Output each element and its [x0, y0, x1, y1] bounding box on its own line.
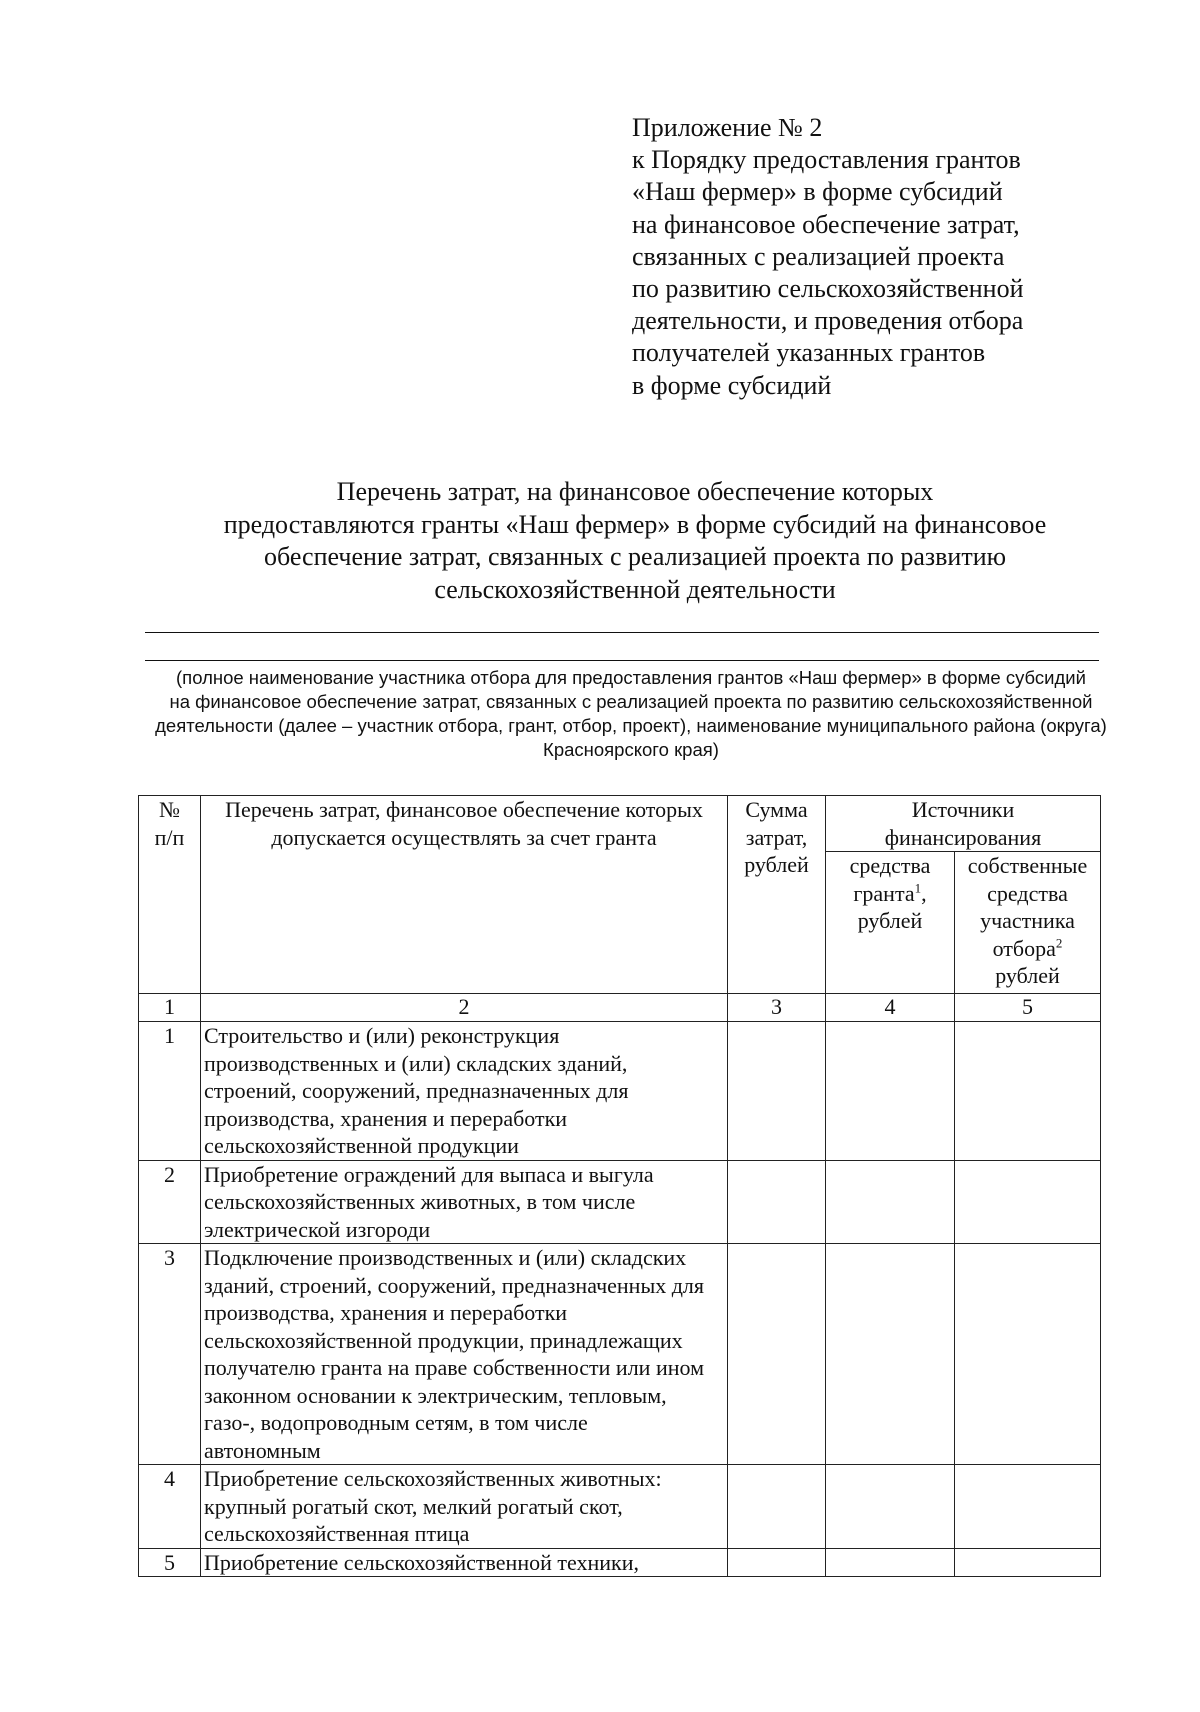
costs-table	[138, 795, 1101, 1577]
note-line: на финансовое обеспечение затрат, связанных с реализацией проекта по развитию сельскохозяйственной	[169, 691, 1093, 712]
title-line: Перечень затрат, на финансовое обеспечение которых	[336, 477, 934, 506]
participant-name-line-1	[145, 632, 1099, 633]
column-index: 2	[201, 994, 728, 1022]
participant-name-line-2	[145, 660, 1099, 661]
table-row	[139, 1022, 1101, 1161]
grant-funds-cell[interactable]	[826, 1244, 955, 1465]
grant-funds-cell[interactable]	[826, 1160, 955, 1244]
note-line: (полное наименование участника отбора для предоставления грантов «Наш фермер» в форме субсидий	[176, 667, 1086, 688]
note-line: деятельности (далее – участник отбора, грант, отбор, проект), наименование муниципального района (округа)	[155, 715, 1107, 736]
header-own-funds: собственные средства участника отбора$^2$ рублей	[955, 852, 1101, 994]
title-line: предоставляются гранты «Наш фермер» в форме субсидий на финансовое	[223, 509, 1047, 539]
document-title	[140, 476, 1130, 606]
table-header-row	[139, 796, 1101, 852]
column-index-row	[139, 994, 1101, 1022]
sum-cell[interactable]	[728, 1244, 826, 1465]
cost-description: Приобретение сельскохозяйственных животных: крупный рогатый скот, мелкий рогатый скот, сельскохозяйственная птица	[201, 1465, 728, 1549]
header-cost-list: Перечень затрат, финансовое обеспечение которых допускается осуществлять за счет гранта	[201, 796, 728, 994]
sum-cell[interactable]	[728, 1548, 826, 1577]
sum-cell[interactable]	[728, 1465, 826, 1549]
row-number: 2	[139, 1160, 201, 1244]
column-index: 4	[826, 994, 955, 1022]
appendix-line: деятельности, и проведения отбора	[632, 306, 1024, 336]
header-num: № п/п	[139, 796, 201, 994]
column-index: 5	[955, 994, 1101, 1022]
header-grant-funds: средства гранта$^1$, рублей	[826, 852, 955, 994]
row-number: 4	[139, 1465, 201, 1549]
own-funds-cell[interactable]	[955, 1244, 1101, 1465]
title-line: сельскохозяйственной деятельности	[434, 574, 836, 604]
row-number: 1	[139, 1022, 201, 1161]
grant-funds-cell[interactable]	[826, 1022, 955, 1161]
appendix-line: Приложение № 2	[632, 113, 823, 142]
appendix-line: по развитию сельскохозяйственной	[632, 274, 1024, 304]
row-number: 5	[139, 1548, 201, 1577]
own-funds-cell[interactable]	[955, 1022, 1101, 1161]
appendix-line: получателей указанных грантов	[632, 338, 986, 368]
appendix-block	[632, 112, 1024, 402]
table-row	[139, 1548, 1101, 1577]
header-sum: Сумма затрат, рублей	[728, 796, 826, 994]
table-row	[139, 1244, 1101, 1465]
sum-cell[interactable]	[728, 1022, 826, 1161]
appendix-line: «Наш фермер» в форме субсидий	[632, 177, 1003, 207]
cost-description: Приобретение сельскохозяйственной техники,	[201, 1548, 728, 1577]
table-row	[139, 1465, 1101, 1549]
title-line: обеспечение затрат, связанных с реализацией проекта по развитию	[263, 542, 1007, 571]
appendix-line: к Порядку предоставления грантов	[632, 145, 1021, 175]
column-index: 1	[139, 994, 201, 1022]
participant-note	[140, 666, 1122, 762]
note-line: Красноярского края)	[543, 739, 719, 760]
sum-cell[interactable]	[728, 1160, 826, 1244]
appendix-line: связанных с реализацией проекта	[632, 241, 1005, 271]
own-funds-cell[interactable]	[955, 1465, 1101, 1549]
table-row	[139, 1160, 1101, 1244]
grant-funds-cell[interactable]	[826, 1465, 955, 1549]
cost-description: Подключение производственных и (или) складских зданий, строений, сооружений, предназначенных для производства, хранения и переработки сельскохозяйственной продукции, принадлежащих получателю гранта на праве собственности или ином законном основании к электрическим, тепловым, газо-, водопроводным сетям, в том числе автономным	[201, 1244, 728, 1465]
grant-funds-cell[interactable]	[826, 1548, 955, 1577]
row-number: 3	[139, 1244, 201, 1465]
own-funds-cell[interactable]	[955, 1548, 1101, 1577]
own-funds-cell[interactable]	[955, 1160, 1101, 1244]
appendix-line: на финансовое обеспечение затрат,	[632, 209, 1020, 239]
appendix-line: в форме субсидий	[632, 370, 832, 400]
cost-description: Приобретение ограждений для выпаса и выгула сельскохозяйственных животных, в том числе электрической изгороди	[201, 1160, 728, 1244]
column-index: 3	[728, 994, 826, 1022]
cost-description: Строительство и (или) реконструкция производственных и (или) складских зданий, строений, сооружений, предназначенных для производства, хранения и переработки сельскохозяйственной продукции	[201, 1022, 728, 1161]
header-sources: Источники финансирования	[826, 796, 1101, 852]
